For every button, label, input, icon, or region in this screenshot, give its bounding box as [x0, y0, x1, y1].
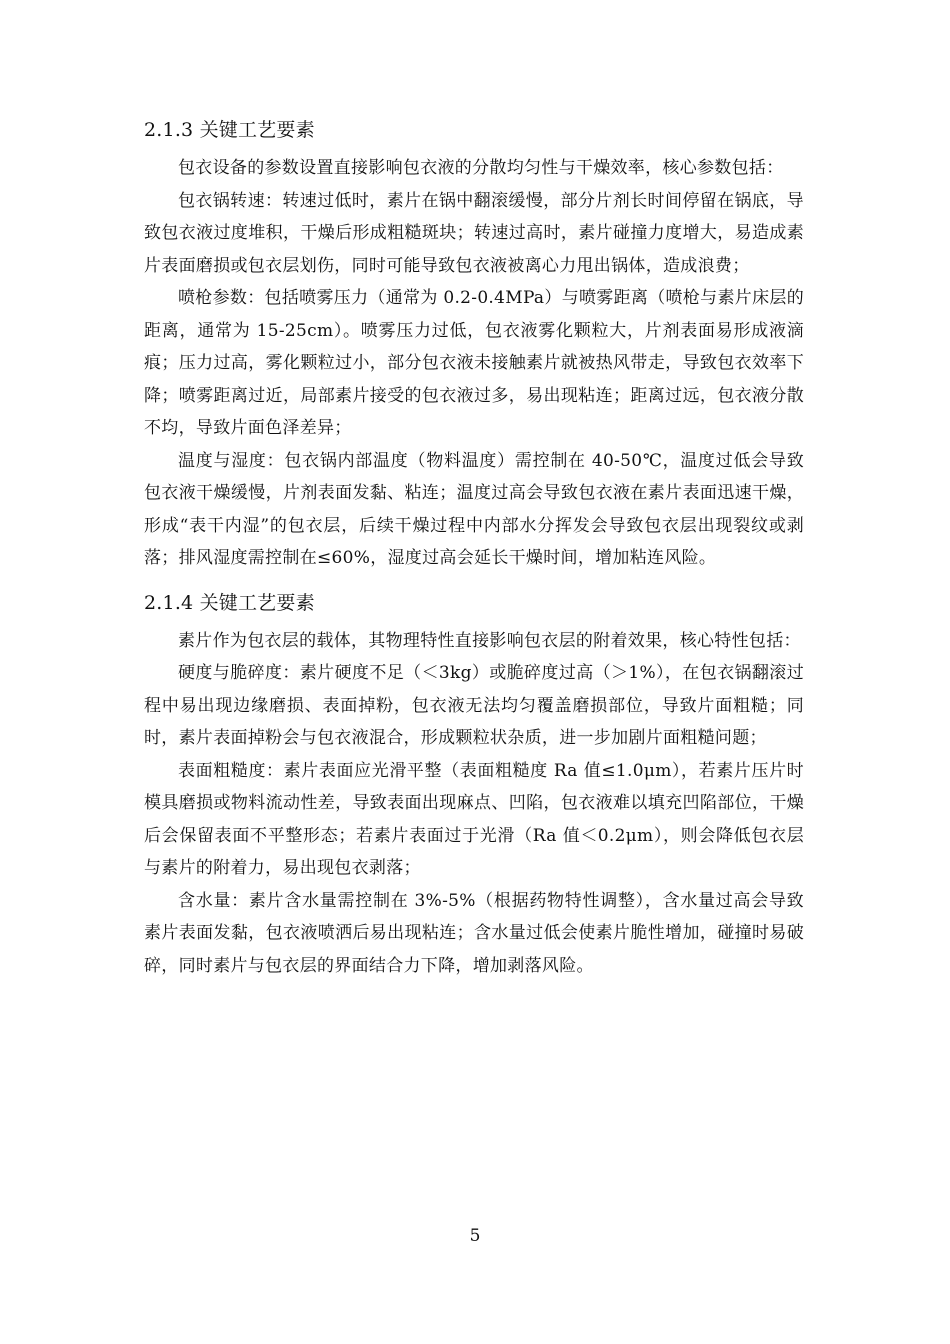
page-content — [144, 112, 804, 982]
paragraph: 包衣设备的参数设置直接影响包衣液的分散均匀性与干燥效率，核心参数包括： — [178, 158, 784, 178]
section-2-1-4 — [144, 585, 804, 983]
paragraph: 包衣锅转速：转速过低时，素片在锅中翻滚缓慢，部分片剂长时间停留在锅底，导致包衣液过度堆积，干燥后形成粗糙斑块；转速过高时，素片碰撞力度增大，易造成素片表面磨损或包衣层划伤，同时可能导致包衣液被离心力甩出锅体，造成浪费； — [144, 190, 804, 276]
paragraph: 喷枪参数：包括喷雾压力（通常为 0.2-0.4MPa）与喷雾距离（喷枪与素片床层的距离，通常为 15-25cm）。喷雾压力过低，包衣液雾化颗粒大，片剂表面易形成液滴痕；压力过高，雾化颗粒过小，部分包衣液未接触素片就被热风带走，导致包衣效率下降；喷雾距离过近，局部素片接受的包衣液过多，易出现粘连；距离过远，包衣液分散不均，导致片面色泽差异； — [144, 288, 804, 438]
section-heading: 2.1.3 关键工艺要素 — [144, 119, 315, 141]
paragraph: 温度与湿度：包衣锅内部温度（物料温度）需控制在 40-50℃，温度过低会导致包衣液干燥缓慢，片剂表面发黏、粘连；温度过高会导致包衣液在素片表面迅速干燥，形成“表干内湿”的包衣层，后续干燥过程中内部水分挥发会导致包衣层出现裂纹或剥落；排风湿度需控制在≤60%，湿度过高会延长干燥时间，增加粘连风险。 — [144, 450, 804, 568]
paragraph: 硬度与脆碎度：素片硬度不足（＜3kg）或脆碎度过高（＞1%），在包衣锅翻滚过程中易出现边缘磨损、表面掉粉，包衣液无法均匀覆盖磨损部位，导致片面粗糙；同时，素片表面掉粉会与包衣液混合，形成颗粒状杂质，进一步加剧片面粗糙问题； — [144, 663, 804, 748]
section-heading: 2.1.4 关键工艺要素 — [144, 591, 315, 614]
section-2-1-3 — [144, 112, 804, 575]
page-number: 5 — [469, 1226, 481, 1246]
paragraph: 含水量：素片含水量需控制在 3%-5%（根据药物特性调整），含水量过高会导致素片表面发黏，包衣液喷洒后易出现粘连；含水量过低会使素片脆性增加，碰撞时易破碎，同时素片与包衣层的界面结合力下降，增加剥落风险。 — [144, 890, 804, 976]
paragraph: 素片作为包衣层的载体，其物理特性直接影响包衣层的附着效果，核心特性包括： — [178, 630, 801, 651]
paragraph: 表面粗糙度：素片表面应光滑平整（表面粗糙度 Ra 值≤1.0μm），若素片压片时模具磨损或物料流动性差，导致表面出现麻点、凹陷，包衣液难以填充凹陷部位，干燥后会保留表面不平整形态；若素片表面过于光滑（Ra 值＜0.2μm），则会降低包衣层与素片的附着力，易出现包衣剥落； — [144, 760, 804, 878]
